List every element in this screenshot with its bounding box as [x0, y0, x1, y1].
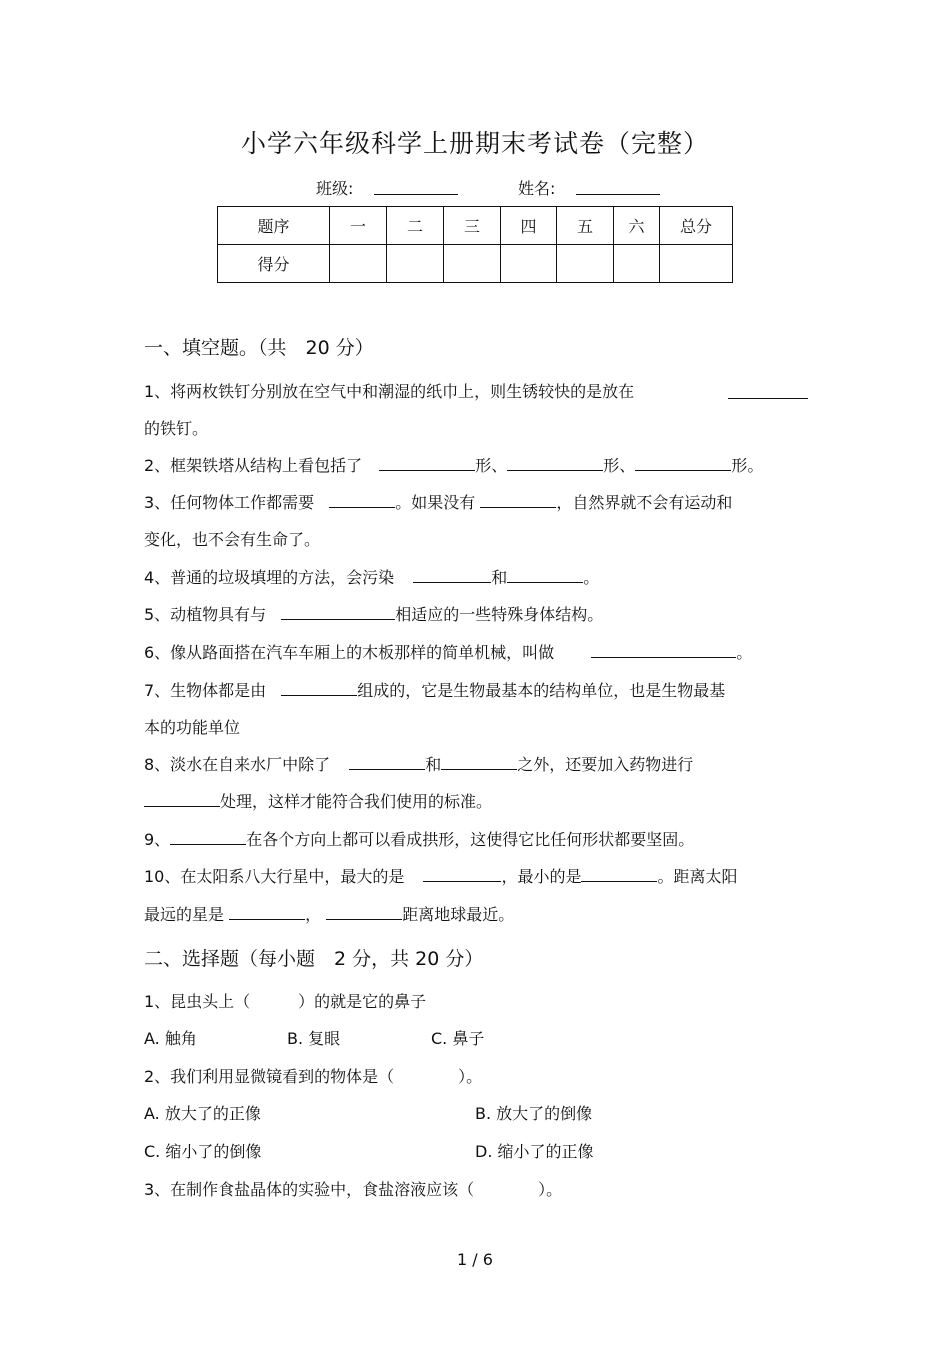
- question-10: [144, 864, 738, 887]
- question-3: [144, 490, 732, 513]
- answer-blank[interactable]: [281, 681, 357, 696]
- table-cell: 三: [444, 207, 501, 245]
- question-4: [144, 565, 599, 588]
- answer-blank[interactable]: [581, 867, 657, 882]
- question-5: [144, 602, 603, 625]
- question-text: ，: [305, 905, 322, 924]
- section-heading-multiple-choice: 二、选择题（每小题 2 分，共 20 分）: [144, 948, 484, 970]
- question-text: 。: [736, 643, 753, 662]
- answer-blank[interactable]: [423, 867, 501, 882]
- option-b[interactable]: B. 复眼: [287, 1029, 341, 1048]
- class-label: 班级:: [316, 179, 354, 198]
- question-text: 距离地球最近。: [402, 905, 515, 924]
- question-text: 。距离太阳: [657, 867, 738, 886]
- score-input-cell[interactable]: [660, 245, 733, 283]
- table-cell: 题序: [218, 207, 330, 245]
- question-7: [144, 678, 725, 701]
- question-1-text: 1、将两枚铁钉分别放在空气中和潮湿的纸巾上，则生锈较快的是放在: [144, 382, 635, 401]
- question-text: 形、: [603, 456, 636, 475]
- question-8: [144, 752, 693, 775]
- score-table-header-row: [218, 207, 733, 245]
- question-1-text-cont: 的铁钉。: [144, 419, 209, 438]
- score-input-cell[interactable]: [614, 245, 660, 283]
- score-input-cell[interactable]: [557, 245, 614, 283]
- question-6: [144, 640, 752, 663]
- answer-blank[interactable]: [591, 643, 736, 658]
- question-text: 最远的星是: [144, 905, 225, 924]
- question-9: [144, 827, 694, 850]
- question-text: 。: [583, 568, 600, 587]
- choice-question-1: 1、昆虫头上（ ）的就是它的鼻子: [144, 992, 427, 1011]
- name-label: 姓名:: [518, 179, 556, 198]
- question-text: 形、: [475, 456, 508, 475]
- question-text: 相适应的一些特殊身体结构。: [395, 605, 604, 624]
- question-text: 和: [491, 568, 508, 587]
- question-text: 。如果没有: [395, 493, 476, 512]
- question-text: 之外，还要加入药物进行: [517, 755, 694, 774]
- question-text: ，最小的是: [501, 867, 582, 886]
- score-table: [217, 206, 733, 283]
- choice-question-2: 2、我们利用显微镜看到的物体是（ ）。: [144, 1067, 483, 1086]
- answer-blank[interactable]: [635, 456, 731, 471]
- option-d[interactable]: D. 缩小了的正像: [475, 1142, 594, 1161]
- answer-blank[interactable]: [329, 493, 395, 508]
- class-blank: [374, 194, 458, 195]
- score-table-score-row: [218, 245, 733, 283]
- table-cell: 四: [501, 207, 557, 245]
- table-cell: 二: [387, 207, 444, 245]
- table-cell: 五: [557, 207, 614, 245]
- option-a[interactable]: A. 放大了的正像: [144, 1104, 261, 1123]
- score-input-cell[interactable]: [387, 245, 444, 283]
- question-text: 3、任何物体工作都需要: [144, 493, 315, 512]
- question-text: 2、框架铁塔从结构上看包括了: [144, 456, 363, 475]
- table-cell: 总分: [660, 207, 733, 245]
- question-text: 组成的，它是生物最基本的结构单位，也是生物最基: [357, 681, 726, 700]
- answer-blank[interactable]: [441, 755, 517, 770]
- table-cell: 六: [614, 207, 660, 245]
- answer-blank[interactable]: [144, 792, 220, 807]
- question-text: 和: [425, 755, 442, 774]
- answer-blank[interactable]: [281, 605, 395, 620]
- score-input-cell[interactable]: [501, 245, 557, 283]
- answer-blank[interactable]: [170, 830, 246, 845]
- question-text: 10、在太阳系八大行星中，最大的是: [144, 867, 405, 886]
- choice-question-3: 3、在制作食盐晶体的实验中，食盐溶液应该（ ）。: [144, 1180, 563, 1199]
- option-a[interactable]: A. 触角: [144, 1029, 197, 1048]
- score-input-cell[interactable]: [444, 245, 501, 283]
- score-input-cell[interactable]: [330, 245, 387, 283]
- section-heading-fill-blank: 一、填空题。（共 20 分）: [144, 337, 374, 359]
- question-text: ，自然界就不会有运动和: [556, 493, 733, 512]
- question-text: 6、像从路面搭在汽车车厢上的木板那样的简单机械，叫做: [144, 643, 555, 662]
- question-text: 9、: [144, 830, 171, 849]
- answer-blank[interactable]: [507, 568, 583, 583]
- question-10-cont: [144, 902, 514, 925]
- answer-blank[interactable]: [229, 905, 305, 920]
- question-text: 8、淡水在自来水厂中除了: [144, 755, 331, 774]
- answer-blank[interactable]: [379, 456, 475, 471]
- name-blank: [576, 194, 660, 195]
- option-c[interactable]: C. 鼻子: [431, 1029, 485, 1048]
- question-7-cont: 本的功能单位: [144, 718, 241, 737]
- answer-blank[interactable]: [728, 398, 808, 399]
- answer-blank[interactable]: [413, 568, 491, 583]
- page-title: 小学六年级科学上册期末考试卷（完整）: [240, 129, 709, 158]
- page-number: 1 / 6: [457, 1250, 493, 1269]
- question-text: 处理，这样才能符合我们使用的标准。: [220, 792, 493, 811]
- table-cell: 一: [330, 207, 387, 245]
- question-text: 7、生物体都是由: [144, 681, 267, 700]
- answer-blank[interactable]: [326, 905, 402, 920]
- question-text: 5、动植物具有与: [144, 605, 267, 624]
- option-c[interactable]: C. 缩小了的倒像: [144, 1142, 262, 1161]
- answer-blank[interactable]: [349, 755, 425, 770]
- table-cell: 得分: [218, 245, 330, 283]
- question-8-cont: [144, 789, 492, 812]
- question-text: 形。: [731, 456, 764, 475]
- question-text: 在各个方向上都可以看成拱形，这使得它比任何形状都要坚固。: [246, 830, 695, 849]
- answer-blank[interactable]: [507, 456, 603, 471]
- question-2: [144, 453, 763, 476]
- question-text: 4、普通的垃圾填埋的方法，会污染: [144, 568, 395, 587]
- answer-blank[interactable]: [480, 493, 556, 508]
- question-3-cont: 变化，也不会有生命了。: [144, 530, 321, 549]
- option-b[interactable]: B. 放大了的倒像: [475, 1104, 593, 1123]
